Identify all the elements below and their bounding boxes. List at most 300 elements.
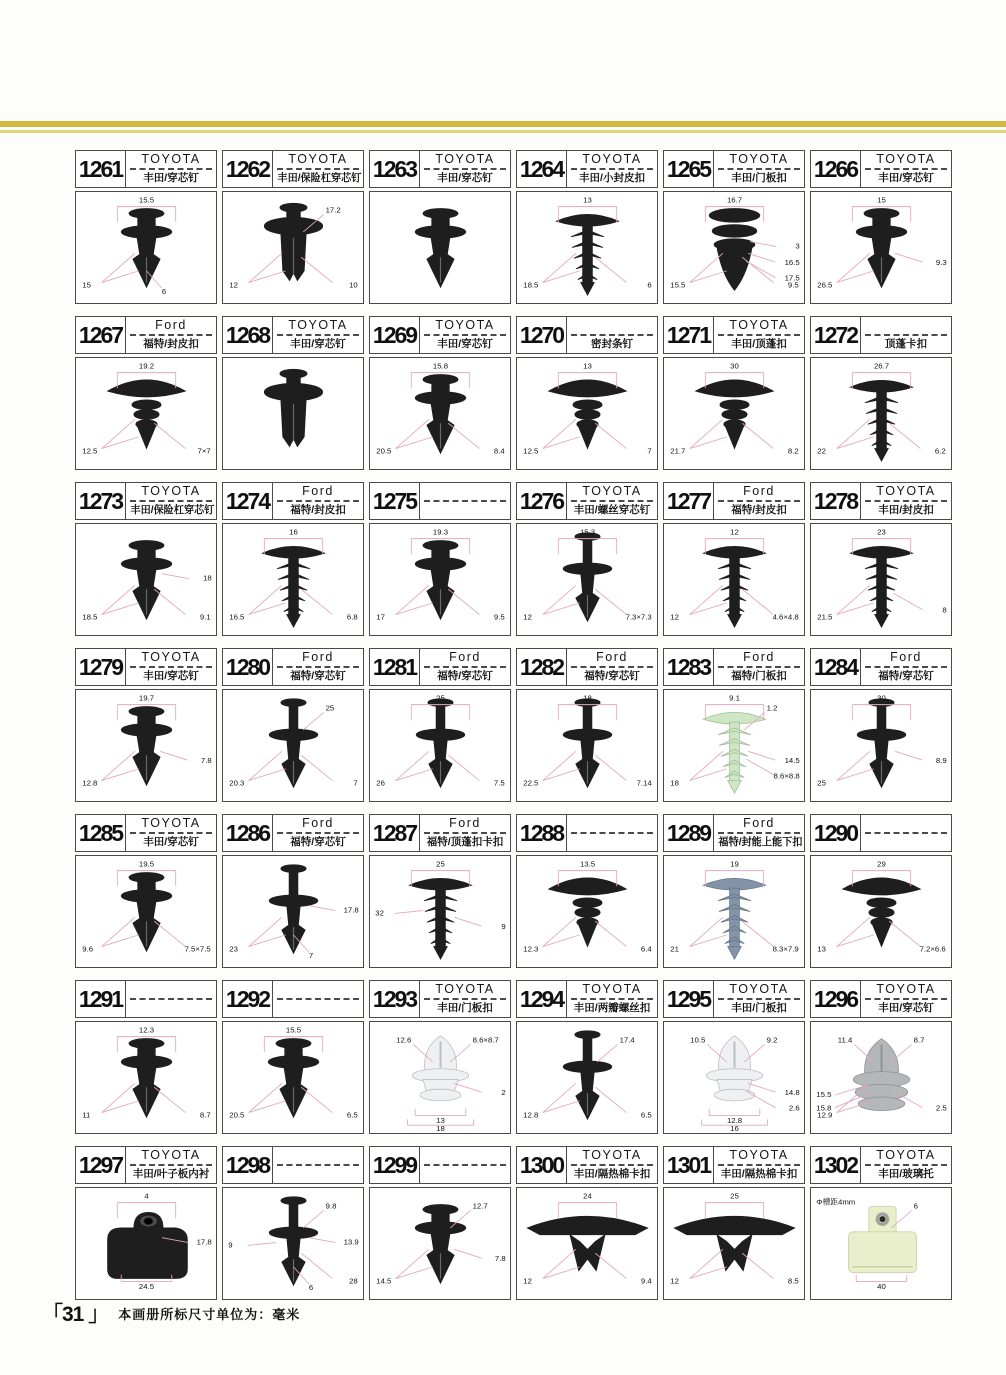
part-description: 丰田/穿芯钉 (437, 172, 493, 184)
dimension-label: 16 (729, 1124, 739, 1132)
brand-label: TOYOTA (141, 1148, 201, 1162)
brand-label: TOYOTA (288, 152, 348, 166)
part-header (810, 814, 952, 852)
part-header (516, 316, 658, 354)
part-description: 福特/穿芯钉 (290, 836, 346, 848)
part-description: 密封条钉 (591, 338, 633, 350)
clip-illustration (372, 525, 509, 634)
part-header (369, 1146, 511, 1184)
part-cell (516, 482, 658, 639)
dimension-label: 21.7 (669, 446, 685, 456)
header-divider (865, 666, 947, 668)
clip-illustration (519, 1189, 656, 1298)
dimension-label: 17.5 (784, 273, 800, 283)
dimension-label: 21.5 (816, 612, 832, 622)
clip-illustration (813, 359, 950, 468)
part-description: 丰田/穿芯钉 (290, 338, 346, 350)
dimension-label: 15 (876, 195, 886, 205)
part-cell (369, 1146, 511, 1303)
header-divider (865, 168, 947, 170)
dimension-label: 9.5 (493, 612, 505, 622)
dimension-label: 9.6 (81, 944, 93, 954)
part-number: 1293 (370, 981, 420, 1017)
part-cell (75, 814, 217, 971)
dimension-label: 17 (375, 612, 385, 622)
dimension-label: 8.6×8.7 (472, 1035, 499, 1045)
part-header (663, 814, 805, 852)
brand-label: Ford (596, 650, 628, 664)
part-drawing (810, 855, 952, 968)
brand-label: TOYOTA (582, 152, 642, 166)
dimension-label: 15.5 (669, 280, 685, 290)
header-divider (571, 168, 653, 170)
brand-label: TOYOTA (876, 152, 936, 166)
part-description: 福特/穿芯钉 (290, 670, 346, 682)
header-divider (718, 500, 800, 502)
dimension-label: 12.5 (81, 446, 97, 456)
brand-label: Ford (302, 484, 334, 498)
part-drawing (222, 357, 364, 470)
part-description: 丰田/穿芯钉 (143, 670, 199, 682)
brand-label: TOYOTA (141, 152, 201, 166)
part-description: 丰田/隔热棉卡扣 (573, 1168, 651, 1180)
part-header (810, 648, 952, 686)
part-cell (369, 814, 511, 971)
dimension-label: 7 (352, 778, 358, 788)
dimension-label: 16.5 (228, 612, 244, 622)
part-drawing (516, 1187, 658, 1300)
brand-label: TOYOTA (876, 484, 936, 498)
part-header (222, 150, 364, 188)
brand-label: TOYOTA (582, 1148, 642, 1162)
part-description: 丰田/门板扣 (731, 1002, 787, 1014)
part-number: 1268 (223, 317, 273, 353)
dimension-label: 12 (228, 280, 238, 290)
part-cell (222, 980, 364, 1137)
part-drawing (369, 357, 511, 470)
part-cell (369, 482, 511, 639)
part-description: 丰田/穿芯钉 (878, 1002, 934, 1014)
dimension-label: 30 (876, 693, 886, 703)
dimension-label: 26.7 (873, 361, 889, 371)
part-header (222, 648, 364, 686)
clip-illustration (78, 1189, 215, 1298)
dimension-label: 20.3 (228, 778, 244, 788)
part-header (810, 482, 952, 520)
dimension-label: 10.5 (689, 1035, 705, 1045)
clip-illustration (225, 359, 362, 468)
dimension-label: 14.8 (784, 1088, 800, 1098)
dimension-label: 26.5 (816, 280, 832, 290)
part-cell (222, 316, 364, 473)
part-number: 1281 (370, 649, 420, 685)
header-divider (571, 832, 653, 834)
part-drawing (369, 191, 511, 304)
dimension-label: 7.8 (494, 1254, 506, 1264)
clip-illustration (813, 1023, 950, 1132)
dimension-label: 6 (308, 1283, 313, 1293)
header-divider (718, 1164, 800, 1166)
part-drawing (75, 191, 217, 304)
part-number: 1286 (223, 815, 273, 851)
part-cell (663, 814, 805, 971)
part-drawing (516, 357, 658, 470)
clip-illustration (813, 691, 950, 800)
dimension-label: 9.5 (787, 280, 799, 290)
dimension-label: 9.3 (935, 258, 947, 268)
dimension-label: 4.6×4.8 (772, 612, 799, 622)
header-divider (571, 666, 653, 668)
part-description: 丰田/顶蓬扣 (731, 338, 787, 350)
dimension-label: 18 (582, 693, 592, 703)
part-drawing (222, 855, 364, 968)
part-cell (516, 980, 658, 1137)
part-header (516, 980, 658, 1018)
part-drawing (663, 191, 805, 304)
brand-label: TOYOTA (729, 982, 789, 996)
part-drawing (222, 523, 364, 636)
part-cell (810, 316, 952, 473)
part-drawing (369, 1187, 511, 1300)
clip-illustration (813, 525, 950, 634)
part-drawing (222, 689, 364, 802)
part-header (222, 814, 364, 852)
clip-illustration (666, 1189, 803, 1298)
part-cell (663, 980, 805, 1137)
part-cell (810, 1146, 952, 1303)
part-description: 福特/穿芯钉 (878, 670, 934, 682)
dimension-label: 14.5 (375, 1276, 391, 1286)
header-divider (424, 334, 506, 336)
part-cell (810, 482, 952, 639)
dimension-label: 25 (325, 703, 334, 713)
dimension-label: 7×7 (197, 446, 211, 456)
clip-illustration (372, 1189, 509, 1298)
dimension-label: 29 (876, 859, 886, 869)
dimension-label: 6 (913, 1201, 918, 1211)
part-drawing (75, 1187, 217, 1300)
part-header (369, 316, 511, 354)
header-divider (277, 998, 359, 1000)
part-number: 1266 (811, 151, 861, 187)
header-divider (865, 998, 947, 1000)
dimension-label: 8.2 (787, 446, 799, 456)
part-drawing (516, 191, 658, 304)
part-cell (75, 648, 217, 805)
part-drawing (222, 1021, 364, 1134)
part-number: 1271 (664, 317, 714, 353)
dimension-label: 6.2 (934, 446, 946, 456)
part-cell (516, 316, 658, 473)
clip-illustration (519, 359, 656, 468)
dimension-label: 13.5 (579, 859, 595, 869)
part-drawing (663, 855, 805, 968)
part-header (810, 316, 952, 354)
part-number: 1284 (811, 649, 861, 685)
part-cell (810, 980, 952, 1137)
dimension-label: 15.3 (579, 527, 595, 537)
dimension-label: 7.14 (636, 778, 652, 788)
part-cell (369, 150, 511, 307)
page-footer (42, 1298, 300, 1328)
header-divider (130, 168, 212, 170)
part-drawing (369, 523, 511, 636)
brand-label: TOYOTA (141, 484, 201, 498)
part-description: 顶蓬卡扣 (885, 338, 927, 350)
part-drawing (75, 357, 217, 470)
dimension-label: 13.9 (343, 1237, 359, 1247)
part-number: 1298 (223, 1147, 273, 1183)
dimension-label: 15.5 (815, 1089, 831, 1099)
header-divider (277, 500, 359, 502)
dimension-label: 28 (348, 1276, 358, 1286)
part-drawing (810, 191, 952, 304)
part-cell (369, 648, 511, 805)
dimension-label: 9.1 (199, 612, 211, 622)
dimension-label: 14.5 (784, 756, 800, 766)
part-header (369, 814, 511, 852)
dimension-label: 16.7 (726, 195, 742, 205)
dimension-label: 10 (348, 280, 358, 290)
header-divider (277, 334, 359, 336)
dimension-label: 12.5 (522, 446, 538, 456)
part-number: 1272 (811, 317, 861, 353)
dimension-label: 24 (582, 1191, 592, 1201)
clip-illustration (372, 1023, 509, 1132)
dimension-label: 17.2 (325, 205, 341, 215)
part-header (516, 814, 658, 852)
dimension-label: 11 (81, 1110, 90, 1120)
clip-illustration (225, 857, 362, 966)
dimension-label: 12 (669, 1276, 679, 1286)
part-drawing (369, 1021, 511, 1134)
clip-illustration (78, 857, 215, 966)
part-header (75, 316, 217, 354)
dimension-label: 13 (582, 361, 592, 371)
part-number: 1270 (517, 317, 567, 353)
clip-illustration (519, 193, 656, 302)
part-drawing (810, 1187, 952, 1300)
dimension-label: 8.5 (787, 1276, 799, 1286)
brand-label: Ford (155, 318, 187, 332)
part-cell (516, 814, 658, 971)
dimension-label: 30 (729, 361, 739, 371)
part-header (369, 980, 511, 1018)
part-cell (222, 1146, 364, 1303)
brand-label: TOYOTA (288, 318, 348, 332)
part-header (75, 482, 217, 520)
part-drawing (75, 1021, 217, 1134)
part-description: 福特/穿芯钉 (437, 670, 493, 682)
part-drawing (75, 689, 217, 802)
brand-label: Ford (743, 650, 775, 664)
part-header (75, 814, 217, 852)
brand-label: Ford (743, 816, 775, 830)
dimension-label: 25 (816, 778, 826, 788)
clip-illustration (666, 857, 803, 966)
dimension-label: 9 (500, 922, 506, 932)
dimension-label: 12 (669, 612, 679, 622)
dimension-label: 7 (308, 951, 313, 961)
part-header (222, 482, 364, 520)
dimension-label: 8.7 (199, 1110, 211, 1120)
dimension-label: 13 (435, 1116, 445, 1126)
header-divider (865, 1164, 947, 1166)
part-cell (516, 648, 658, 805)
part-description: 福特/封能上能下扣 (718, 836, 803, 848)
part-description: 丰田/穿芯钉 (878, 172, 934, 184)
dimension-label: 8.7 (913, 1035, 924, 1045)
dimension-label: 18.5 (81, 612, 97, 622)
part-number: 1274 (223, 483, 273, 519)
header-divider (571, 334, 653, 336)
part-cell (663, 648, 805, 805)
brand-label: Ford (302, 650, 334, 664)
part-number: 1299 (370, 1147, 420, 1183)
clip-illustration (225, 525, 362, 634)
part-number: 1296 (811, 981, 861, 1017)
part-cell (810, 648, 952, 805)
header-divider (571, 998, 653, 1000)
part-drawing (810, 357, 952, 470)
dimension-label: 12 (522, 612, 532, 622)
part-cell (663, 482, 805, 639)
brand-label: TOYOTA (435, 152, 495, 166)
dimension-label: 7.3×7.3 (625, 612, 652, 622)
part-number: 1285 (76, 815, 126, 851)
part-cell (75, 1146, 217, 1303)
brand-label: Ford (449, 816, 481, 830)
dimension-label: 20.5 (375, 446, 391, 456)
part-description: 丰田/保险杠穿芯钉 (130, 504, 215, 516)
part-drawing (369, 689, 511, 802)
part-number: 1292 (223, 981, 273, 1017)
dimension-label: 18 (202, 573, 212, 583)
clip-illustration (78, 359, 215, 468)
part-header (810, 1146, 952, 1184)
part-drawing (663, 523, 805, 636)
part-header (369, 648, 511, 686)
dimension-label: 6.8 (346, 612, 358, 622)
part-cell (222, 648, 364, 805)
dimension-label: 7.2×6.6 (919, 944, 946, 954)
dimension-label: 9.2 (766, 1035, 777, 1045)
part-number: 1263 (370, 151, 420, 187)
dimension-label: 23 (876, 527, 886, 537)
part-number: 1295 (664, 981, 714, 1017)
dimension-label: 1.2 (766, 703, 777, 713)
dimension-label: 7 (646, 446, 652, 456)
dimension-label: 4 (143, 1191, 149, 1201)
part-drawing (810, 689, 952, 802)
dimension-label: 12 (729, 527, 739, 537)
clip-illustration (519, 691, 656, 800)
part-header (222, 980, 364, 1018)
dimension-label: 2.6 (788, 1103, 800, 1113)
part-number: 1265 (664, 151, 714, 187)
part-drawing (369, 855, 511, 968)
part-number: 1302 (811, 1147, 861, 1183)
part-number: 1262 (223, 151, 273, 187)
header-divider (130, 666, 212, 668)
part-number: 1275 (370, 483, 420, 519)
part-header (75, 980, 217, 1018)
header-divider (865, 832, 947, 834)
part-cell (222, 150, 364, 307)
part-drawing (810, 523, 952, 636)
part-description: 丰田/穿芯钉 (143, 836, 199, 848)
dimension-label: 17.8 (343, 905, 359, 915)
catalog-grid (75, 150, 952, 1303)
part-drawing (516, 1021, 658, 1134)
part-number: 1297 (76, 1147, 126, 1183)
part-number: 1290 (811, 815, 861, 851)
header-divider (130, 832, 212, 834)
dimension-label: 23 (228, 944, 238, 954)
dimension-label: 9.8 (325, 1201, 336, 1211)
brand-label: TOYOTA (582, 982, 642, 996)
part-description: 丰田/叶子板内衬 (132, 1168, 210, 1180)
part-description: 丰田/封皮扣 (878, 504, 934, 516)
units-note: 本画册所标尺寸单位为：毫米 (118, 1306, 301, 1322)
dimension-label: 15.8 (432, 361, 448, 371)
part-cell (810, 814, 952, 971)
part-cell (222, 814, 364, 971)
dimension-label: 22 (816, 446, 826, 456)
clip-illustration (225, 193, 362, 302)
clip-illustration (78, 1023, 215, 1132)
dimension-label: 25 (435, 693, 445, 703)
dimension-label: 12.7 (472, 1201, 488, 1211)
part-header (663, 482, 805, 520)
part-description: 丰田/两瓣螺丝扣 (573, 1002, 651, 1014)
header-divider (277, 832, 359, 834)
header-divider (718, 334, 800, 336)
brand-label: TOYOTA (876, 982, 936, 996)
part-cell (369, 316, 511, 473)
part-header (222, 1146, 364, 1184)
part-number: 1277 (664, 483, 714, 519)
dimension-label: 21 (669, 944, 679, 954)
dimension-label: 6 (646, 280, 652, 290)
dimension-label: 18 (435, 1124, 445, 1132)
dimension-label: 16.5 (784, 258, 800, 268)
part-description: 丰田/门板扣 (437, 1002, 493, 1014)
dimension-label: 19.7 (138, 693, 154, 703)
header-divider (865, 500, 947, 502)
part-cell (369, 980, 511, 1137)
part-drawing (222, 1187, 364, 1300)
header-divider (277, 168, 359, 170)
clip-illustration (813, 857, 950, 966)
dimension-label: 7.5 (493, 778, 505, 788)
dimension-label: 8.6×8.8 (773, 771, 800, 781)
dimension-label: 20.5 (228, 1110, 244, 1120)
dimension-label: 6.5 (346, 1110, 358, 1120)
brand-label: TOYOTA (141, 650, 201, 664)
part-cell (222, 482, 364, 639)
part-cell (75, 150, 217, 307)
brand-label: Ford (449, 650, 481, 664)
dimension-label: 9 (227, 1240, 233, 1250)
part-header (663, 150, 805, 188)
dimension-label: 17.4 (619, 1035, 635, 1045)
dimension-label: 12.8 (81, 778, 97, 788)
clip-illustration (78, 193, 215, 302)
dimension-label: 6.4 (640, 944, 652, 954)
part-cell (663, 1146, 805, 1303)
dimension-label: 12.3 (138, 1025, 154, 1035)
